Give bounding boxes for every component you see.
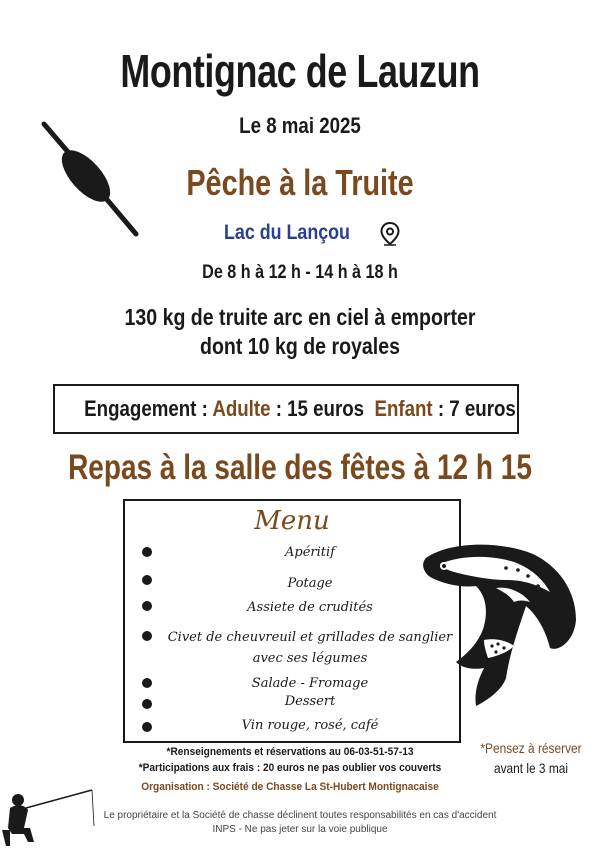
- menu-item: Assiete de crudités: [247, 600, 373, 615]
- menu-item: Salade - Fromage: [251, 676, 369, 691]
- adult-price: : 15 euros: [275, 396, 365, 421]
- bullet-icon: [142, 631, 152, 641]
- bullet-icon: [142, 722, 152, 732]
- print-notice: INPS - Ne pas jeter sur la voie publique: [212, 824, 388, 835]
- reservation-reminder: *Pensez à réserver: [480, 740, 582, 756]
- page-title: Montignac de Lauzun: [120, 45, 480, 97]
- menu-item: Dessert: [284, 694, 336, 709]
- trout-fish-icon: [418, 540, 583, 710]
- organisation-info: Organisation : Société de Chasse La St-Hubert Montignacaise: [141, 781, 439, 793]
- royal-trout-quantity: dont 10 kg de royales: [200, 333, 400, 359]
- participation-info: *Participations aux frais : 20 euros ne pas oublier vos couverts: [138, 762, 442, 774]
- menu-item: avec ses légumes: [252, 651, 368, 666]
- trout-quantity: 130 kg de truite arc en ciel à emporter: [124, 304, 476, 330]
- event-date: Le 8 mai 2025: [239, 113, 361, 138]
- child-label: Enfant: [374, 396, 433, 421]
- bullet-icon: [142, 547, 152, 557]
- menu-item: Civet de cheuvreuil et grillades de sanglier: [167, 630, 453, 645]
- menu-title: Menu: [254, 506, 330, 536]
- legal-notice: Le propriétaire et la Société de chasse déclinent toutes responsabilités en cas d'accident: [103, 810, 497, 821]
- menu-item: Potage: [287, 576, 333, 591]
- map-pin-icon: [380, 222, 400, 246]
- bullet-icon: [142, 699, 152, 709]
- event-title: Pêche à la Truite: [186, 162, 414, 203]
- event-location: Lac du Lançou: [224, 221, 350, 244]
- child-price: : 7 euros: [437, 396, 516, 421]
- meal-title: Repas à la salle des fêtes à 12 h 15: [68, 448, 532, 487]
- menu-item: Vin rouge, rosé, café: [241, 718, 379, 733]
- bullet-icon: [142, 575, 152, 585]
- engagement-prices: [45, 396, 555, 422]
- menu-item: Apéritif: [285, 545, 335, 560]
- reservation-info: *Renseignements et réservations au 06-03-51-57-13: [166, 746, 414, 758]
- bullet-icon: [142, 678, 152, 688]
- engagement-label: Engagement :: [84, 396, 208, 421]
- adult-label: Adulte: [212, 396, 271, 421]
- reservation-deadline: avant le 3 mai: [493, 760, 569, 776]
- event-hours: De 8 h à 12 h - 14 h à 18 h: [202, 262, 398, 283]
- bullet-icon: [142, 601, 152, 611]
